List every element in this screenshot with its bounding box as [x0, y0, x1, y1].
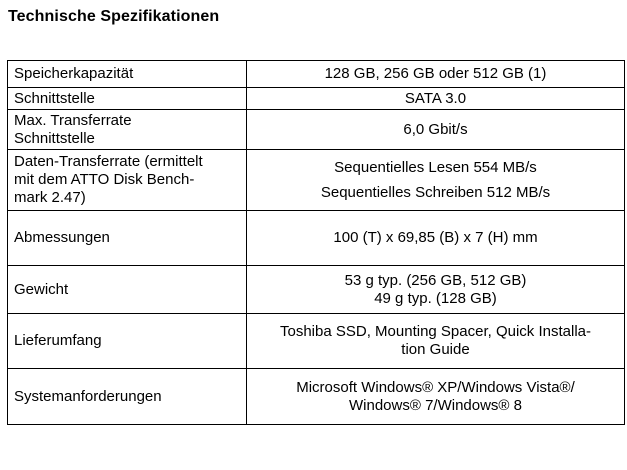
value-line: Windows® 7/Windows® 8: [349, 396, 522, 414]
table-row-storage-capacity: [8, 61, 625, 88]
value-line: Microsoft Windows® XP/Windows Vista®/: [296, 378, 575, 396]
table-row-dimensions: [8, 211, 625, 266]
row-label-system-requirements: [8, 369, 247, 425]
row-value-interface: [247, 88, 625, 110]
value-line: SATA 3.0: [404, 89, 467, 107]
value-line: 53 g typ. (256 GB, 512 GB): [344, 271, 527, 289]
value-line: 128 GB, 256 GB oder 512 GB (1): [324, 65, 547, 82]
row-label-weight: [8, 266, 247, 314]
value-line: 6,0 Gbit/s: [403, 120, 468, 138]
table-row-package-contents: [8, 314, 625, 369]
label-line: Speicherkapazität: [14, 65, 134, 82]
row-label-interface: [8, 88, 247, 110]
label-line: Daten-Transferrate (ermittelt: [14, 153, 203, 170]
table-row-max-transfer-rate: [8, 110, 625, 150]
label-line: mit dem ATTO Disk Bench-: [14, 171, 195, 188]
value-line: Sequentielles Lesen 554 MB/s: [334, 158, 537, 176]
table-row-system-requirements: [8, 369, 625, 425]
label-line: Lieferumfang: [14, 332, 102, 349]
table-row-weight: [8, 266, 625, 314]
value-line: Toshiba SSD, Mounting Spacer, Quick Installa-: [280, 323, 591, 340]
row-value-data-transfer-rate: [247, 150, 625, 211]
label-line: Schnittstelle: [14, 129, 95, 147]
row-label-data-transfer-rate: [8, 150, 247, 211]
value-line: 100 (T) x 69,85 (B) x 7 (H) mm: [333, 229, 538, 246]
value-line: 49 g typ. (128 GB): [374, 289, 497, 307]
label-line: Schnittstelle: [14, 89, 95, 107]
value-line: tion Guide: [401, 341, 470, 358]
row-value-max-transfer-rate: [247, 110, 625, 150]
row-value-dimensions: [247, 211, 625, 266]
table-row-data-transfer-rate: [8, 150, 625, 211]
page-title: Technische Spezifikationen: [8, 8, 220, 25]
label-line: mark 2.47): [14, 189, 86, 206]
label-line: Systemanforderungen: [14, 387, 162, 405]
label-line: Max. Transferrate: [14, 111, 132, 129]
row-label-storage-capacity: [8, 61, 247, 88]
specifications-table: [7, 60, 625, 425]
row-value-weight: [247, 266, 625, 314]
row-label-dimensions: [8, 211, 247, 266]
row-value-storage-capacity: [247, 61, 625, 88]
table-row-interface: [8, 88, 625, 110]
row-value-system-requirements: [247, 369, 625, 425]
value-line: Sequentielles Schreiben 512 MB/s: [320, 183, 551, 201]
row-label-max-transfer-rate: [8, 110, 247, 150]
row-value-package-contents: [247, 314, 625, 369]
label-line: Gewicht: [14, 280, 69, 298]
row-label-package-contents: [8, 314, 247, 369]
label-line: Abmessungen: [14, 229, 110, 246]
